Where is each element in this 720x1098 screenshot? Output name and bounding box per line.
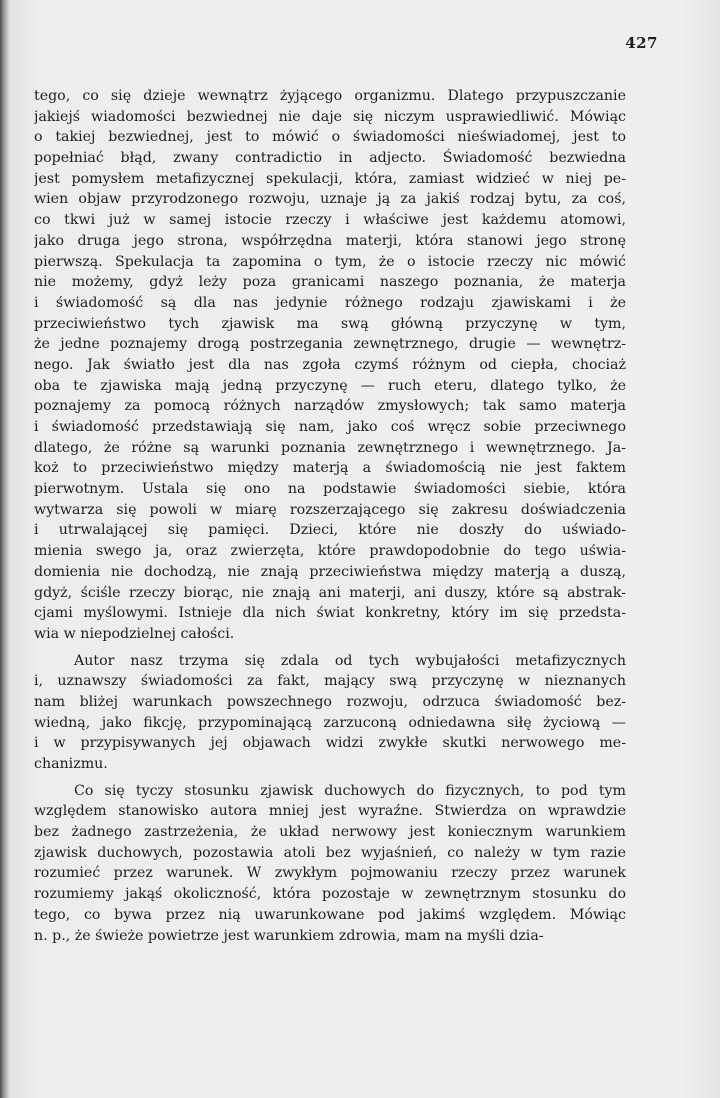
text-line: i świadomość przedstawiają się nam, jako coś wręcz sobie przeciwnego (34, 419, 626, 435)
text-line: wia w niepodzielnej całości. (34, 625, 235, 642)
text-line: nego. Jak światło jest dla nas zgoła czymś różnym od ciepła, chociaż (34, 356, 626, 373)
text-line: Autor nasz trzyma się zdala od tych wybujałości metafizycznych (74, 652, 626, 669)
text-line: jest pomysłem metafizycznej spekulacji, która, zamiast widzieć w niej pe- (34, 170, 626, 187)
text-line: i, uznawszy świadomości za fakt, mający swą przyczynę w nieznanych (34, 673, 626, 690)
text-line: nie możemy, gdyż leży poza granicami naszego poznania, że materja (34, 274, 626, 291)
paragraph (34, 781, 626, 947)
text-line: pierwotnym. Ustala się ono na podstawie świadomości siebie, która (34, 481, 626, 498)
page-text (34, 86, 626, 946)
text-line: gdyż, ściśle rzeczy biorąc, nie znają ani materji, ani duszy, które są abstrak- (34, 584, 626, 601)
text-line: koż to przeciwieństwo między materją a świadomością nie jest faktem (34, 460, 626, 477)
text-line: cjami myślowymi. Istnieje dla nich świat konkretny, który im się przedsta- (34, 605, 626, 622)
text-line: popełniać błąd, zwany contradictio in adjecto. Świadomość bezwiedna (34, 150, 626, 167)
text-line: bez żadnego zastrzeżenia, że układ nerwowy jest koniecznym warunkiem (34, 824, 626, 841)
text-line: wiedną, jako fikcję, przypominającą zarzuconą odniedawna siłę życiową — (34, 714, 626, 731)
text-line: wytwarza się powoli w miarę rozszerzającego się zakresu doświadczenia (34, 501, 626, 518)
page-number: 427 (625, 34, 658, 52)
text-line: i utrwalającej się pamięci. Dzieci, które nie doszły do uświado- (34, 522, 626, 539)
text-line: dlatego, że różne są warunki poznania zewnętrznego i wewnętrznego. Ja- (34, 439, 626, 456)
text-line: jako druga jego strona, współrzędna materji, która stanowi jego stronę (34, 232, 626, 249)
text-line: że jedne poznajemy drogą postrzegania zewnętrznego, drugie — wewnętrz- (34, 336, 626, 353)
text-line: domienia nie dochodzą, nie znają przeciwieństwa między materją a duszą, (34, 563, 626, 580)
text-line: rozumiemy jakąś okoliczność, która pozostaje w zewnętrznym stosunku do (34, 886, 626, 903)
text-line: względem stanowisko autora mniej jest wyraźne. Stwierdza on wprawdzie (34, 803, 626, 820)
text-line: i świadomość są dla nas jedynie różnego rodzaju zjawiskami i że (34, 294, 626, 311)
paragraph (34, 86, 626, 645)
text-line: tego, co się dzieje wewnątrz żyjącego organizmu. Dlatego przypuszczanie (34, 88, 626, 104)
text-line: co tkwi już w samej istocie rzeczy i właściwe jest każdemu atomowi, (34, 212, 626, 229)
text-line: i w przypisywanych jej objawach widzi zwykłe skutki nerwowego me- (34, 735, 626, 752)
text-line: przeciwieństwo tych zjawisk ma swą główną przyczynę w tym, (34, 315, 626, 332)
text-line: Co się tyczy stosunku zjawisk duchowych do fizycznych, to pod tym (74, 782, 626, 799)
text-line: chanizmu. (34, 756, 108, 772)
text-line: nam bliżej warunkach powszechnego rozwoju, odrzuca świadomość bez- (34, 693, 626, 710)
text-line: pierwszą. Spekulacja ta zapomina o tym, że o istocie rzeczy nic mówić (34, 253, 626, 270)
text-line: rozumieć przez warunek. W zwykłym pojmowaniu rzeczy przez warunek (34, 865, 626, 882)
text-line: n. p., że świeże powietrze jest warunkiem zdrowia, mam na myśli dzia- (34, 927, 544, 944)
text-line: zjawisk duchowych, pozostawia atoli bez wyjaśnień, co należy w tym razie (34, 844, 626, 861)
text-line: oba te zjawiska mają jedną przyczynę — ruch eteru, dlatego tylko, że (34, 377, 626, 394)
text-line: mienia swego ja, oraz zwierzęta, które prawdopodobnie do tego uświa- (34, 543, 626, 560)
text-line: jakiejś wiadomości bezwiednej nie daje się niczym usprawiedliwić. Mówiąc (34, 108, 626, 125)
text-line: poznajemy za pomocą różnych narządów zmysłowych; tak samo materja (34, 398, 626, 415)
paragraph (34, 651, 626, 775)
text-line: o takiej bezwiednej, jest to mówić o świadomości nieświadomej, jest to (34, 129, 626, 146)
text-line: tego, co bywa przez nią uwarunkowane pod jakimś względem. Mówiąc (34, 906, 626, 923)
text-line: wien objaw przyrodzonego rozwoju, uznaje ją za jakiś rodzaj bytu, za coś, (34, 191, 626, 208)
